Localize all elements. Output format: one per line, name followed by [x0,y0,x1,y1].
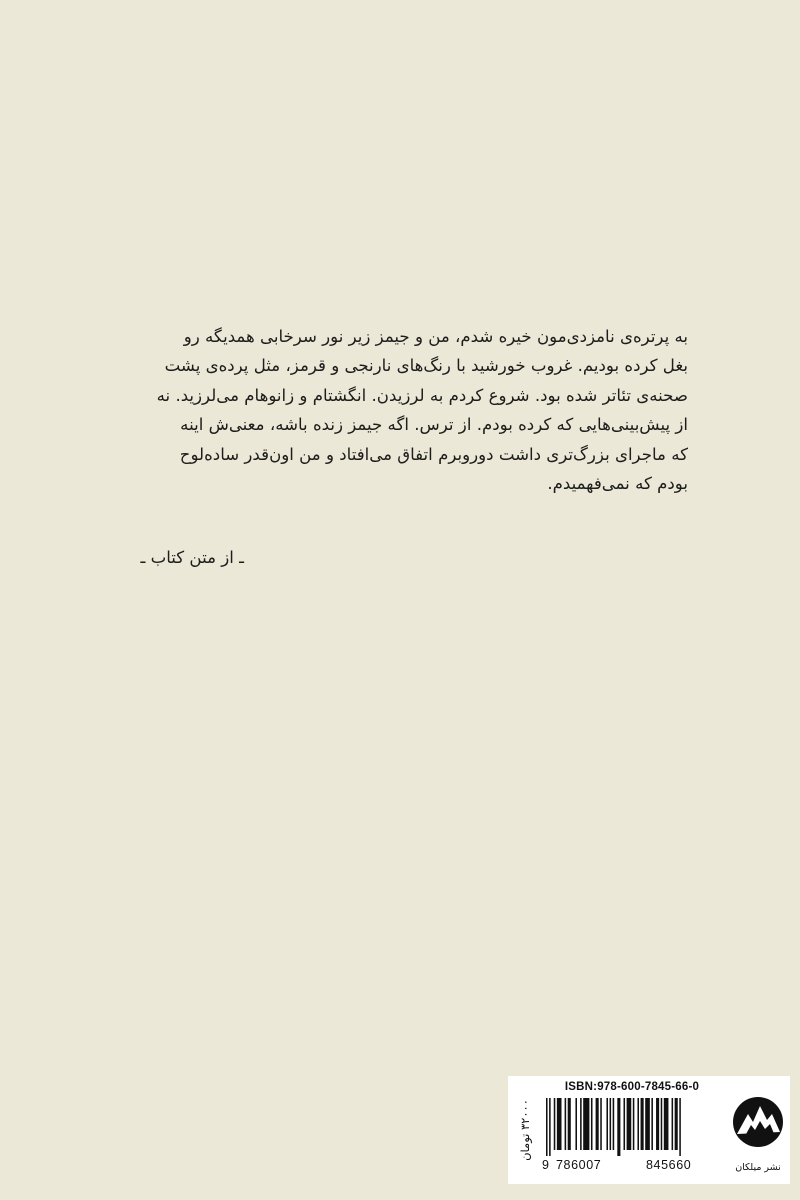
price-label [514,1082,536,1178]
blurb-line: بغل کرده بودیم. غروب خورشید با رنگ‌های نارنجی و قرمز، مثل پرده‌ی پشت [164,356,688,376]
price-text: ۳۲۰۰۰ تومان [518,1099,533,1161]
publisher-logo [732,1084,784,1178]
blurb-excerpt [114,322,688,498]
barcode-digit-right: 845660 [646,1158,692,1172]
blurb-line: صحنه‌ی تئاتر شده بود. شروع کردم به لرزیدن. انگشتام و زانوهام می‌لرزید. نه [156,385,688,405]
barcode-box [508,1076,790,1184]
blurb-line: که ماجرای بزرگ‌تری داشت دوروبرم اتفاق می‌افتاد و من اون‌قدر ساده‌لوح [179,444,688,464]
barcode-bars [544,1098,722,1156]
barcode-digits [542,1158,724,1174]
blurb-line: بودم که نمی‌فهمیدم. [547,474,688,494]
publisher-name: نشر میلکان [735,1162,781,1173]
blurb-line: از پیش‌بینی‌هایی که کرده بودم. از ترس. اگه جیمز زنده باشه، معنی‌ش اینه [180,415,688,435]
mountain-peaks-icon [732,1084,784,1160]
blurb-line: به پرتره‌ی نامزدی‌مون خیره شدم، من و جیمز زیر نور سرخابی همدیگه رو [183,327,688,346]
barcode-digit-prefix: 9 [542,1158,549,1172]
blurb-source: ـ از متن کتاب ـ [140,548,244,567]
barcode-digit-left: 786007 [556,1158,602,1172]
isbn-label: ISBN:978-600-7845-66-0 [564,1081,700,1093]
